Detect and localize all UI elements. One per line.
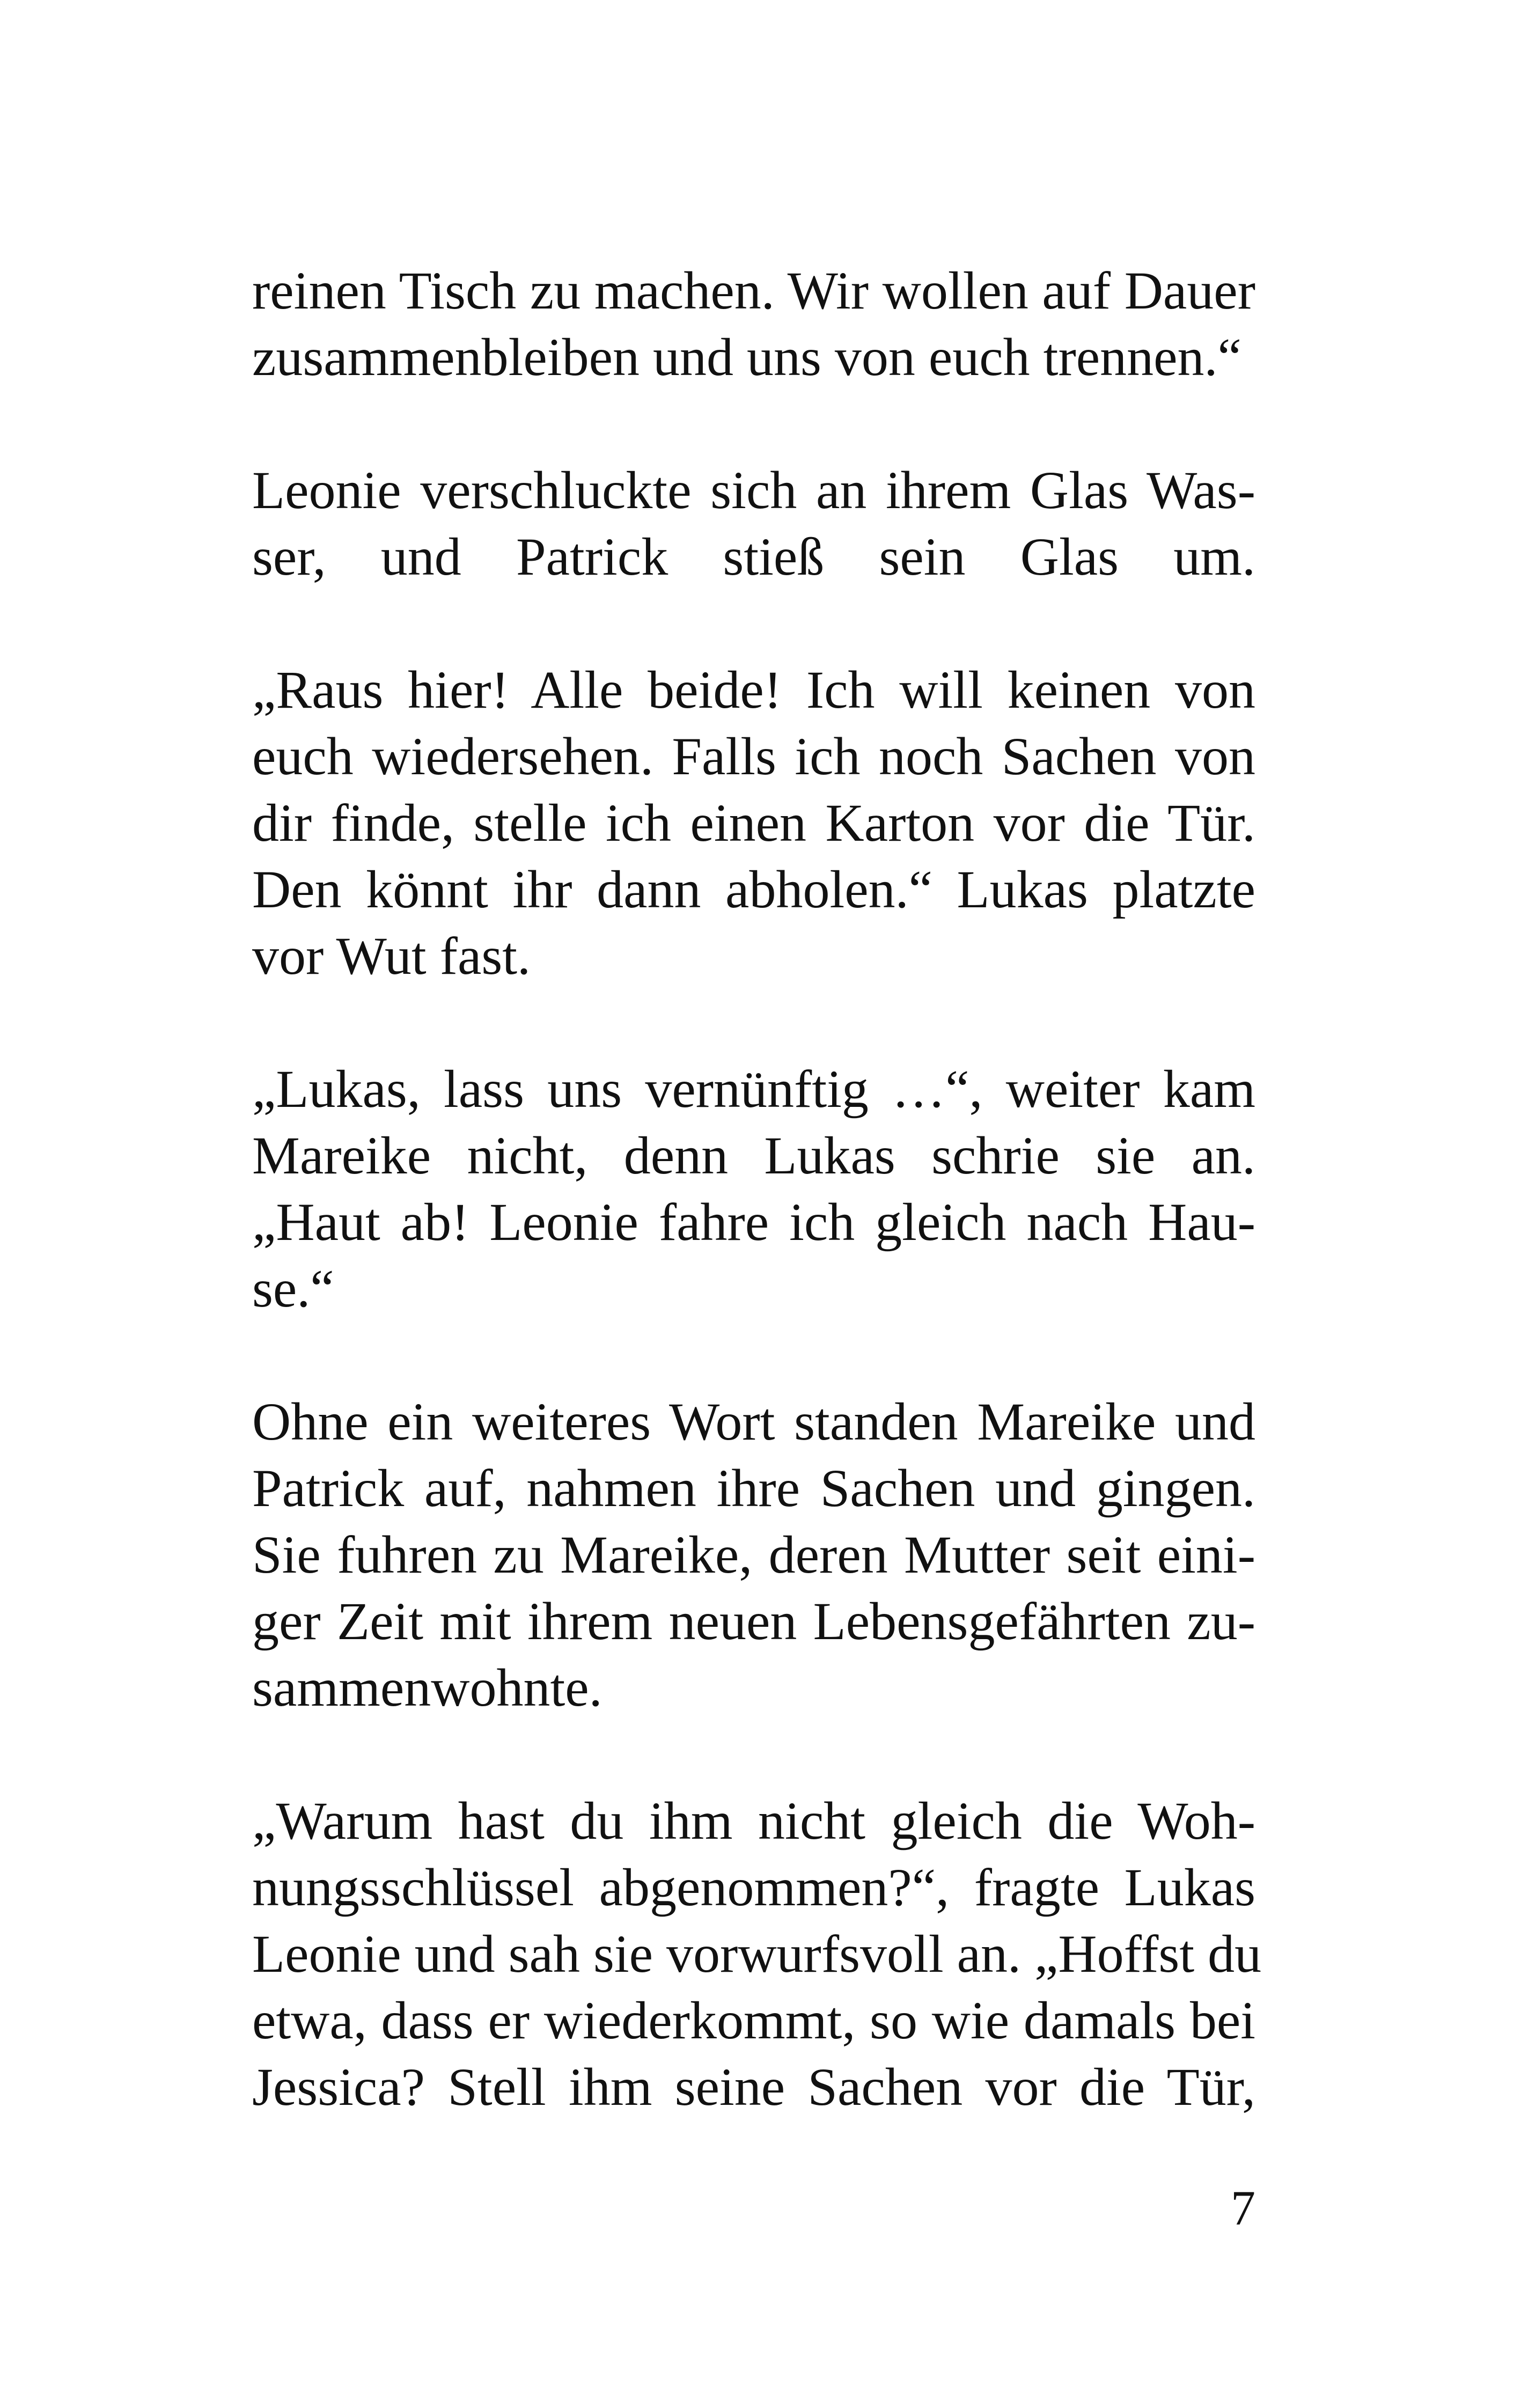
paragraph-4 (252, 1056, 1255, 1322)
text-line: zusammenbleiben und uns von euch trennen.“ (252, 327, 1241, 387)
page-number: 7 (1231, 2181, 1255, 2235)
text-line: Sie fuhren zu Mareike, deren Mutter seit eini- (252, 1525, 1255, 1584)
paragraph-6 (252, 1788, 1262, 2120)
paragraph-1 (252, 258, 1255, 391)
text-line: Ohne ein weiteres Wort standen Mareike und (252, 1392, 1255, 1451)
text-line: Leonie und sah sie vorwurfsvoll an. „Hoffst du (252, 1924, 1262, 1984)
text-line: ger Zeit mit ihrem neuen Lebensgefährten zu- (252, 1591, 1255, 1651)
text-line: Patrick auf, nahmen ihre Sachen und gingen. (252, 1458, 1255, 1518)
text-line: euch wiedersehen. Falls ich noch Sachen von (252, 726, 1255, 786)
text-line: nungsschlüssel abgenommen?“, fragte Lukas (252, 1858, 1255, 1917)
text-line: dir finde, stelle ich einen Karton vor die Tür. (252, 793, 1255, 853)
text-line: Mareike nicht, denn Lukas schrie sie an. (252, 1126, 1255, 1185)
text-line: „Lukas, lass uns vernünftig …“, weiter kam (252, 1059, 1255, 1119)
text-line: „Raus hier! Alle beide! Ich will keinen von (252, 660, 1255, 720)
text-line: etwa, dass er wiederkommt, so wie damals bei (252, 1991, 1255, 2050)
paragraph-5 (252, 1389, 1255, 1721)
text-line: vor Wut fast. (252, 926, 531, 986)
text-line: sammenwohnte. (252, 1658, 602, 1717)
paragraph-3 (252, 657, 1255, 989)
paragraph-2 (252, 457, 1255, 590)
text-line: ser, und Patrick stieß sein Glas um. (252, 527, 1255, 586)
text-line: Den könnt ihr dann abholen.“ Lukas platzte (252, 860, 1255, 919)
text-line: Leonie verschluckte sich an ihrem Glas Was- (252, 460, 1255, 520)
text-line: se.“ (252, 1259, 334, 1318)
text-line: reinen Tisch zu machen. Wir wollen auf Dauer (252, 261, 1255, 320)
body-text (252, 258, 1262, 2187)
text-line: Jessica? Stell ihm seine Sachen vor die Tür, (252, 2057, 1255, 2117)
text-line: „Haut ab! Leonie fahre ich gleich nach Hau- (252, 1192, 1255, 1252)
text-line: „Warum hast du ihm nicht gleich die Woh- (252, 1791, 1255, 1851)
